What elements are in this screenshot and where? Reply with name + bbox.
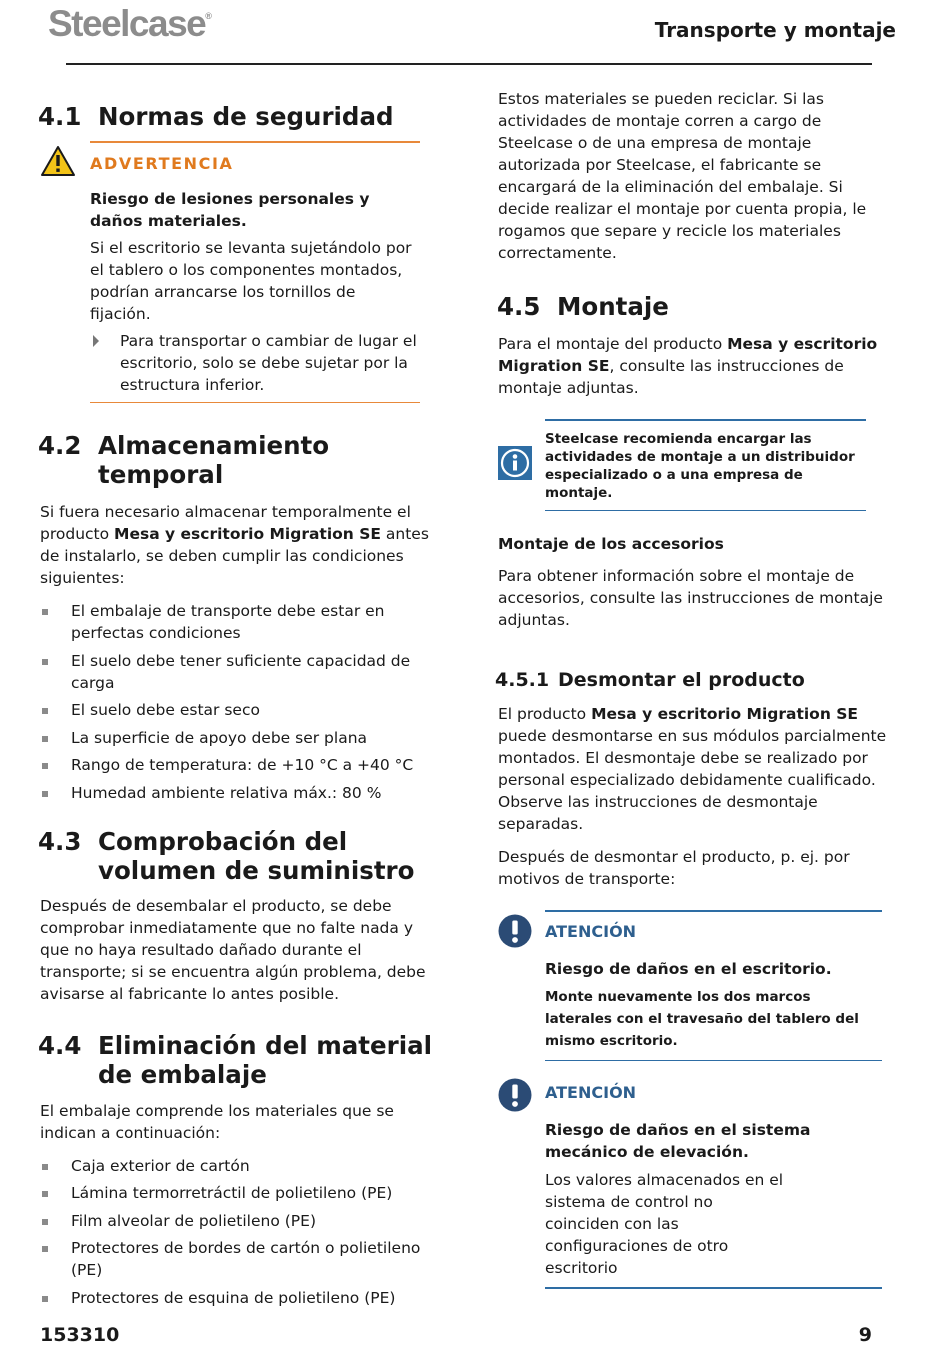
list-item: El suelo debe tener suficiente capacidad de carga	[40, 650, 445, 694]
list-item: La superficie de apoyo debe ser plana	[40, 727, 445, 749]
list-item: Lámina termorretráctil de polietileno (PE)	[40, 1182, 445, 1204]
list-item: El embalaje de transporte debe estar en perfectas condiciones	[40, 600, 445, 644]
attention-1-text: Monte nuevamente los dos marcos laterales con el travesaño del tablero del mismo escritorio.	[545, 988, 859, 1049]
section-4-5-heading: 4.5 Montaje	[497, 292, 669, 321]
header-divider	[66, 63, 872, 65]
attention-1-hazard: Riesgo de daños en el escritorio.	[545, 959, 832, 978]
attention-1-signal-word: ATENCIÓN	[545, 921, 637, 941]
info-bottom-rule	[545, 510, 866, 512]
warning-signal-word: ADVERTENCIA	[90, 153, 234, 173]
section-4-5-1-text-2: Después de desmontar el producto, p. ej. por motivos de transporte:	[498, 848, 850, 888]
storage-conditions-list	[40, 600, 445, 804]
list-item: Protectores de bordes de cartón o polietileno (PE)	[40, 1237, 445, 1281]
attention-box-1	[545, 910, 882, 1061]
left-column	[40, 102, 445, 1314]
attention-2-bottom-rule	[545, 1287, 882, 1289]
warning-bottom-rule	[90, 402, 420, 404]
header-title: Transporte y montaje	[654, 18, 896, 42]
exclamation-icon	[498, 1078, 532, 1116]
attention-1-bottom-rule	[545, 1060, 882, 1062]
warning-text: Si el escritorio se levanta sujetándolo por el tablero o los componentes montados, podrían arrancarse los tornillos de fijación.	[90, 238, 412, 323]
list-item: Caja exterior de cartón	[40, 1155, 445, 1177]
section-4-2-heading: 4.2 Almacenamiento temporal	[38, 431, 330, 489]
info-icon	[498, 446, 532, 484]
attention-2-hazard: Riesgo de daños en el sistema mecánico de elevación.	[545, 1121, 811, 1161]
recycling-text: Estos materiales se pueden reciclar. Si las actividades de montaje corren a cargo de Steelcase o de una empresa de montaje autorizada por Steelcase, el fabricante se encargará de la eliminación del embalaje. Si decide realizar el montaje por cuenta propia, le rogamos que separe y recicle los materiales correctamente.	[498, 90, 867, 262]
section-4-5-1-text: El producto Mesa y escritorio Migration SE puede desmontarse en sus módulos parcialmente montados. El desmontaje debe se realizado por personal especializado debidamente cualificado. Observe las instrucciones de desmontaje separadas.	[498, 705, 887, 833]
warning-instruction-step: Para transportar o cambiar de lugar el escritorio, solo se debe sujetar por la estructura inferior.	[90, 330, 420, 396]
accessories-text: Para obtener información sobre el montaje de accesorios, consulte las instrucciones de montaje adjuntas.	[498, 567, 883, 629]
list-item: Humedad ambiente relativa máx.: 80 %	[40, 782, 445, 804]
section-4-5-text: Para el montaje del producto Mesa y escritorio Migration SE, consulte las instrucciones de montaje adjuntas.	[498, 335, 878, 397]
attention-2-signal-word: ATENCIÓN	[545, 1083, 637, 1102]
attention-box-2	[545, 1082, 882, 1289]
section-4-4-intro: El embalaje comprende los materiales que se indican a continuación:	[40, 1101, 394, 1142]
section-4-3-heading: 4.3 Comprobación del volumen de suministro	[38, 826, 415, 885]
steelcase-logo: Steelcase®	[48, 3, 212, 44]
section-4-3-text: Después de desembalar el producto, se debe comprobar inmediatamente que no falte nada y que no haya resultado dañado durante el transporte; si se encuentra algún problema, debe avisarse al fabricante lo antes posible.	[40, 896, 426, 1003]
section-4-5-1-heading: 4.5.1 Desmontar el producto	[495, 669, 805, 691]
section-4-4-heading: 4.4 Eliminación del material de embalaje	[38, 1030, 433, 1089]
list-item: Film alveolar de polietileno (PE)	[40, 1210, 445, 1232]
warning-hazard: Riesgo de lesiones personales y daños materiales.	[90, 189, 370, 230]
section-4-1-heading: 4.1 Normas de seguridad	[38, 102, 394, 131]
list-item: Rango de temperatura: de +10 °C a +40 °C	[40, 754, 445, 776]
list-item: Protectores de esquina de polietileno (PE)	[40, 1287, 445, 1309]
warning-box	[90, 141, 420, 403]
packaging-materials-list	[40, 1155, 445, 1309]
list-item: El suelo debe estar seco	[40, 699, 445, 721]
exclamation-icon	[498, 914, 532, 952]
right-column	[495, 88, 898, 1289]
section-4-2-intro: Si fuera necesario almacenar temporalmente el producto Mesa y escritorio Migration SE antes de instalarlo, se deben cumplir las condiciones siguientes:	[40, 503, 429, 587]
document-number: 153310	[40, 1324, 120, 1346]
info-box	[545, 419, 866, 511]
warning-triangle-icon	[40, 145, 76, 181]
page-number: 9	[858, 1324, 872, 1346]
info-text: Steelcase recomienda encargar las actividades de montaje a un distribuidor especializado o a una empresa de montaje.	[545, 430, 855, 501]
accessories-heading: Montaje de los accesorios	[498, 535, 724, 553]
attention-1-top-rule	[545, 910, 882, 912]
attention-2-text: Los valores almacenados en el sistema de control no coinciden con las configuraciones de otro escritorio	[545, 1171, 784, 1277]
